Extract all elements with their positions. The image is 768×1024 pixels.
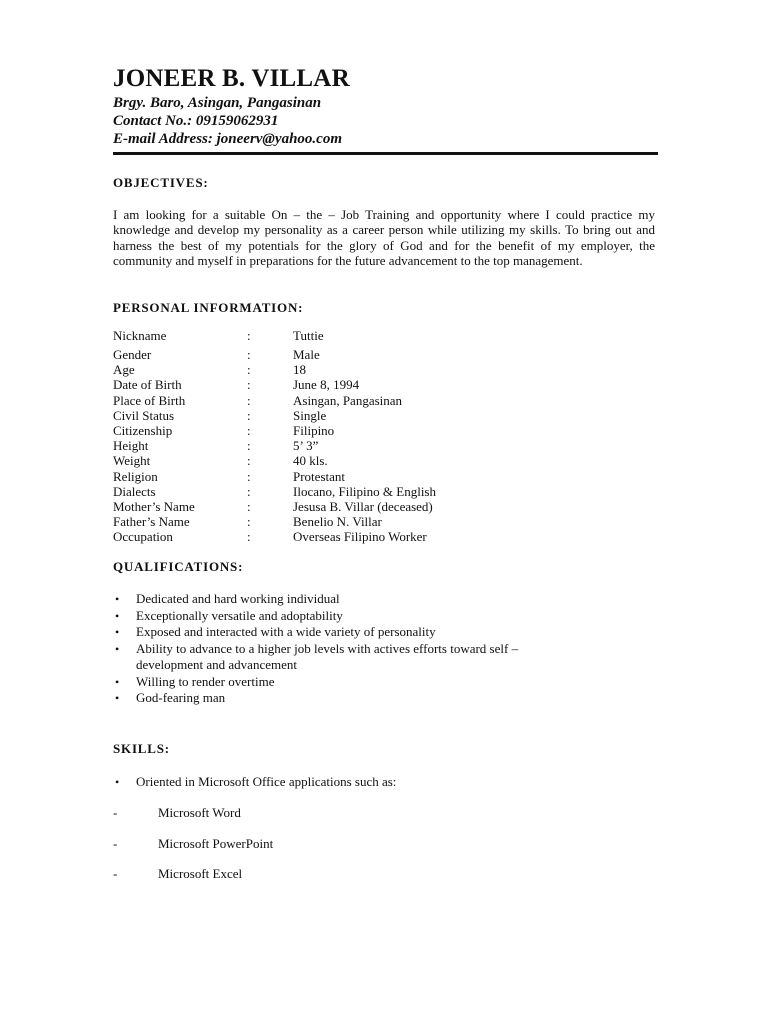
info-row-gender [113,347,593,362]
info-separator: : [247,529,251,545]
info-value: Ilocano, Filipino & English [293,483,436,499]
qualification-text: Dedicated and hard working individual [136,591,340,606]
qualification-text: Exceptionally versatile and adoptability [136,607,343,623]
skill-app-microsoft-powerpoint [113,836,273,852]
info-row-dialects [113,484,593,499]
qualification-text: Ability to advance to a higher job levels with actives efforts toward self –development and advancement [136,640,519,672]
address-line: Brgy. Baro, Asingan, Pangasinan [113,95,322,111]
info-label: Occupation [113,529,173,545]
info-label: Religion [113,468,158,484]
info-value: Single [293,407,327,423]
info-row-date-of-birth [113,377,593,392]
info-value: 5’ 3” [293,438,319,454]
info-value: Benelio N. Villar [293,514,382,530]
list-item [113,624,655,641]
applicant-name: JONEER B. VILLAR [113,65,350,92]
info-label: Age [113,362,135,378]
skills-heading: SKILLS: [113,741,170,756]
qualification-text: God-fearing man [136,690,226,705]
info-label: Date of Birth [113,377,182,393]
contact-number-line: Contact No.: 09159062931 [113,113,279,129]
objectives-text: I am looking for a suitable On – the – Job Training and opportunity where I could practice my knowledge and develop my personality as a career person while utilizing my skills. To bring out and harness the best of my potentials for the glory of God and for the benefit of my employer, the community and myself in preparations for the future advancement to the top management. [113,207,655,268]
info-separator: : [247,423,251,439]
resume-header [113,64,658,155]
skill-app-microsoft-word [113,805,241,821]
personal-info-heading: PERSONAL INFORMATION: [113,300,304,315]
skill-app-microsoft-excel [113,866,242,882]
info-separator: : [247,392,251,408]
info-separator: : [247,347,251,362]
info-value: Male [293,347,320,362]
info-label: Gender [113,347,152,362]
bullet-icon: • [115,775,120,789]
list-item [113,674,655,691]
bullet-icon: • [115,592,120,606]
bullet-icon: • [115,674,120,689]
info-separator: : [247,438,251,454]
list-item [113,690,655,707]
info-row-nickname [113,328,593,347]
info-label: Mother’s Name [113,499,195,515]
info-label: Dialects [113,483,156,499]
info-value: Jesusa B. Villar (deceased) [293,499,433,515]
bullet-icon: • [115,625,120,639]
info-separator: : [247,514,251,530]
dash-marker: - [113,805,118,820]
info-value: Overseas Filipino Worker [293,529,427,545]
skills-intro-text: Oriented in Microsoft Office applications such as: [136,774,397,789]
objectives-heading: OBJECTIVES: [113,175,209,190]
info-value: Tuttie [293,328,324,343]
list-item [113,608,655,625]
info-value: Filipino [293,423,335,439]
info-row-height [113,438,593,453]
dash-marker: - [113,836,118,851]
qualification-text: Exposed and interacted with a wide variety of personality [136,624,436,639]
info-separator: : [247,468,251,484]
email-line: E-mail Address: joneerv@yahoo.com [113,131,342,147]
bullet-icon: • [115,691,120,705]
info-separator: : [247,499,251,515]
qualifications-list [113,591,655,707]
info-label: Father’s Name [113,514,190,530]
skills-list [113,774,655,791]
info-label: Place of Birth [113,392,186,408]
info-separator: : [247,483,251,499]
info-row-place-of-birth [113,393,593,408]
info-row-citizenship [113,423,593,438]
skill-app-name: Microsoft PowerPoint [158,836,274,851]
info-row-occupation [113,529,593,544]
info-row-civil-status [113,408,593,423]
info-label: Nickname [113,328,167,343]
info-row-weight [113,453,593,468]
qualification-text: Willing to render overtime [136,673,275,689]
info-separator: : [247,328,251,343]
header-divider [113,152,658,155]
info-separator: : [247,362,251,378]
dash-marker: - [113,866,118,881]
info-separator: : [247,377,251,393]
skill-app-name: Microsoft Word [158,805,241,820]
skill-app-name: Microsoft Excel [158,866,243,881]
personal-info-table [113,328,593,545]
info-row-mothers-name [113,499,593,514]
info-value: Protestant [293,468,345,484]
info-separator: : [247,453,251,469]
info-value: June 8, 1994 [293,377,360,393]
list-item [113,641,655,674]
qualifications-heading: QUALIFICATIONS: [113,559,244,574]
info-label: Citizenship [113,423,173,439]
info-label: Civil Status [113,407,175,423]
bullet-icon: • [115,608,120,623]
list-item [113,774,655,791]
bullet-icon: • [115,641,120,656]
info-label: Height [113,438,149,454]
list-item [113,591,655,608]
info-value: 40 kls. [293,453,328,469]
info-separator: : [247,407,251,423]
info-value: 18 [293,362,306,378]
info-value: Asingan, Pangasinan [293,392,403,408]
info-row-religion [113,469,593,484]
info-row-fathers-name [113,514,593,529]
info-label: Weight [113,453,151,469]
info-row-age [113,362,593,377]
